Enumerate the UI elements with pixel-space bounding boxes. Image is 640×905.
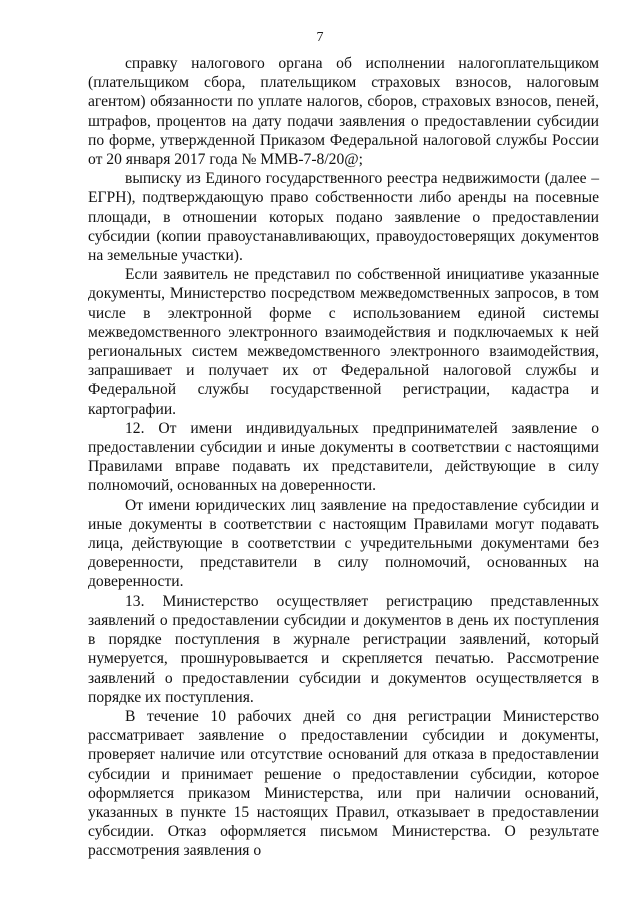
- paragraph-clause-13: 13. Министерство осуществляет регистрацию представленных заявлений о предоставлении субсидии и документов в день их поступления в порядке поступления в журнале регистрации заявлений, который нумеруется, прошнуровывается и скрепляется печатью. Рассмотрение заявлений о предоставлении субсидии и документов осуществляется в порядке их поступления.: [88, 592, 599, 706]
- page-number: 7: [316, 30, 324, 45]
- paragraph-legal-entities: От имени юридических лиц заявление на предоставление субсидии и иные документы в соответствии с настоящим Правилами могут подавать лица, действующие в соответствии с учредительными документами без доверенности, представители в силу полномочий, основанных на доверенности.: [88, 496, 599, 591]
- paragraph-interagency-requests: Если заявитель не представил по собственной инициативе указанные документы, Министерство посредством межведомственных запросов, в том числе в электронной форме с использованием единой системы межведомственного электронного взаимодействия и подключаемых к ней региональных систем межведомственного электронного взаимодействия, запрашивает и получает их от Федеральной налоговой службы и Федеральной службы государственной регистрации, кадастра и картографии.: [88, 266, 599, 418]
- paragraph-egrn-extract: выписку из Единого государственного реестра недвижимости (далее – ЕГРН), подтверждающую право собственности либо аренды на посевные площади, в отношении которых подано заявление о предоставлении субсидии (копии правоустанавливающих, правоудостоверящих документов на земельные участки).: [88, 170, 599, 265]
- paragraph-tax-certificate: справку налогового органа об исполнении налогоплательщиком (плательщиком сбора, плательщиком страховых взносов, налоговым агентом) обязанности по уплате налогов, сборов, страховых взносов, пеней, штрафов, процентов на дату подачи заявления о предоставлении субсидии по форме, утвержденной Приказом Федеральной налоговой службы России от 20 января 2017 года № ММВ-7-8/20@;: [88, 55, 599, 169]
- paragraph-review-period: В течение 10 рабочих дней со дня регистрации Министерство рассматривает заявление о предоставлении субсидии и документы, проверяет наличие или отсутствие оснований для отказа в предоставлении субсидии и принимает решение о предоставлении субсидии, которое оформляется приказом Министерства, или при наличии оснований, указанных в пункте 15 настоящих Правил, отказывает в предоставлении субсидии. Отказ оформляется письмом Министерства. О результате рассмотрения заявления о: [88, 707, 599, 860]
- paragraph-clause-12: 12. От имени индивидуальных предпринимателей заявление о предоставлении субсидии и иные документы в соответствии с настоящими Правилами вправе подавать их представители, действующие в силу полномочий, основанных на доверенности.: [88, 419, 599, 495]
- document-body: [88, 54, 599, 861]
